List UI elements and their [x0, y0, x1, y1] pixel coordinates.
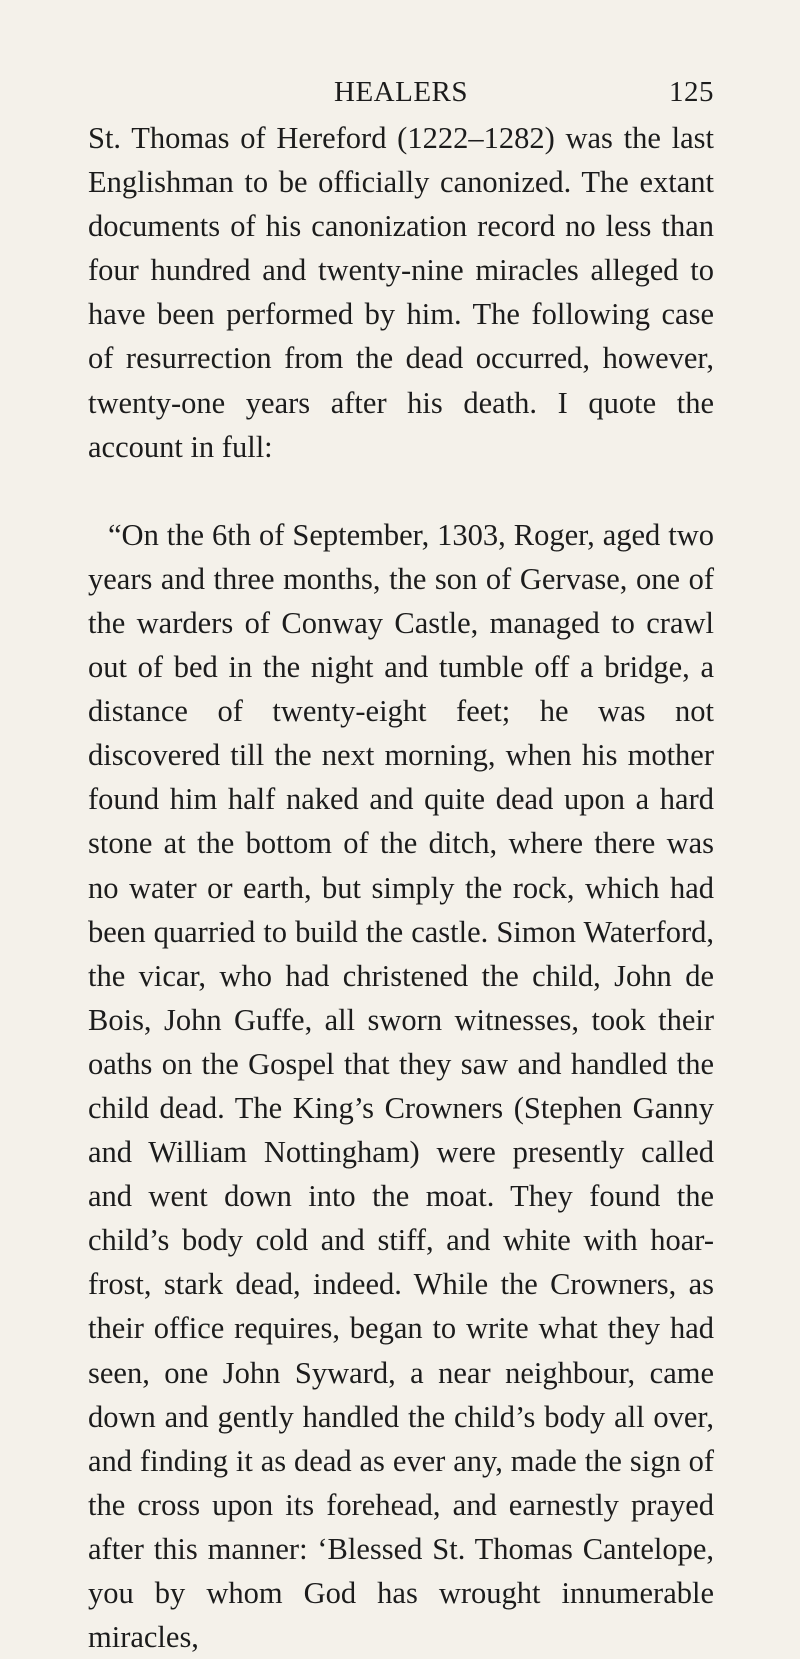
running-head: [88, 76, 714, 116]
body-text: [88, 116, 714, 1659]
paragraph-quotation: “On the 6th of September, 1303, Roger, aged two years and three months, the son of Gervase, one of the warders of Conway Castle, managed to crawl out of bed in the night and tumble off a bridge, a distance of twenty-eight feet; he was not discovered till the next morning, when his mother found him half naked and quite dead upon a hard stone at the bottom of the ditch, where there was no water or earth, but simply the rock, which had been quarried to build the castle. Simon Waterford, the vicar, who had christened the child, John de Bois, John Guffe, all sworn witnesses, took their oaths on the Gospel that they saw and handled the child dead. The King’s Crowners (Stephen Ganny and William Nottingham) were presently called and went down into the moat. They found the child’s body cold and stiff, and white with hoar-frost, stark dead, indeed. While the Crowners, as their office requires, began to write what they had seen, one John Syward, a near neighbour, came down and gently handled the child’s body all over, and finding it as dead as ever any, made the sign of the cross upon its forehead, and earnestly prayed after this manner: ‘Blessed St. Thomas Cantelope, you by whom God has wrought innumerable miracles,: [88, 517, 714, 1655]
paragraph-intro: St. Thomas of Hereford (1222–1282) was the last Englishman to be officially canonized. The extant documents of his canonization record no less than four hundred and twenty-nine miracles alleged to have been performed by him. The following case of resurrection from the dead occurred, however, twenty-one years after his death. I quote the account in full:: [88, 121, 714, 464]
book-page: [88, 76, 714, 1659]
running-title: HEALERS: [334, 76, 468, 108]
page-number: 125: [669, 76, 714, 108]
